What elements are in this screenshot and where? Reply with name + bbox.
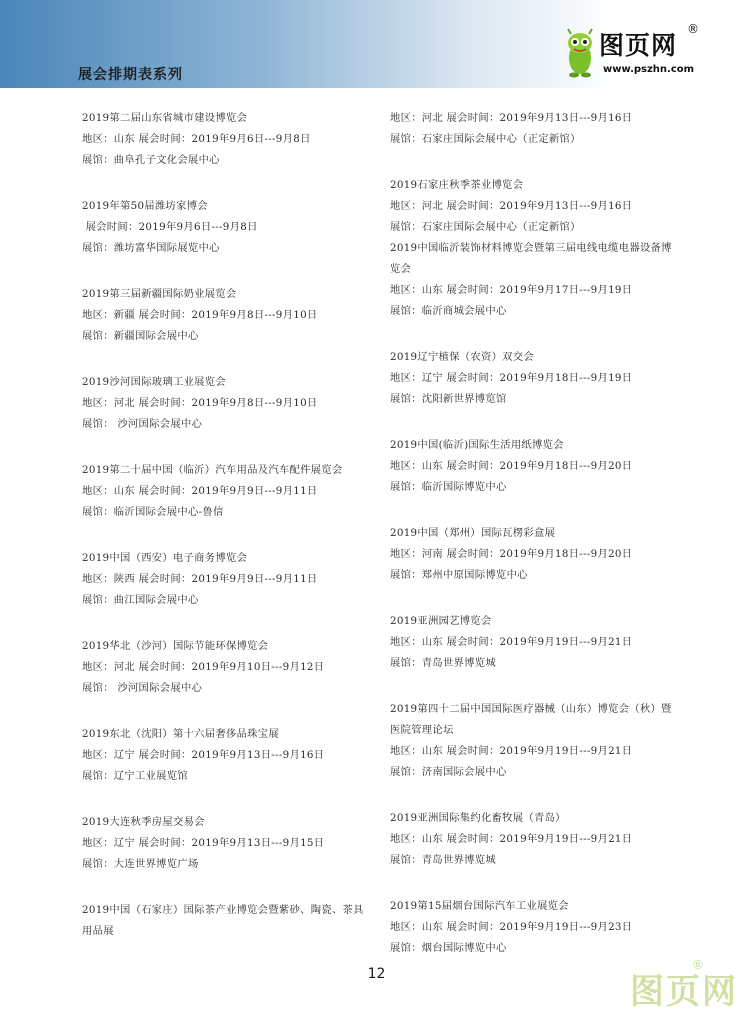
exhibition-title: 2019中国临沂装饰材料博览会暨第三届电线电缆电器设备博览会	[390, 242, 672, 275]
exhibition-title: 2019年第50届潍坊家博会	[82, 200, 208, 212]
exhibition-region-date: 地区：陕西 展会时间：2019年9月9日---9月11日	[82, 573, 318, 585]
exhibition-entry	[82, 812, 372, 875]
exhibition-venue: 展馆：郑州中原国际博览中心	[390, 569, 528, 581]
exhibition-region-date: 地区：辽宁 展会时间：2019年9月13日---9月16日	[82, 749, 325, 761]
exhibition-entry	[390, 699, 680, 783]
exhibition-venue: 展馆：临沂国际会展中心-鲁信	[82, 506, 224, 518]
exhibition-venue: 展馆：青岛世界博览城	[390, 854, 496, 866]
exhibition-entry	[390, 896, 680, 959]
exhibition-entry	[390, 175, 680, 238]
header-banner	[0, 0, 753, 88]
exhibition-entry	[390, 808, 680, 871]
exhibition-venue: 展馆：石家庄国际会展中心（正定新馆）	[390, 221, 581, 233]
exhibition-venue: 展馆：青岛世界博览城	[390, 657, 496, 669]
exhibition-venue: 展馆：沈阳新世界博览馆	[390, 393, 507, 405]
series-title: 展会排期表系列	[78, 67, 183, 83]
exhibition-entry	[82, 724, 372, 787]
exhibition-venue: 展馆：辽宁工业展览馆	[82, 770, 188, 782]
registered-mark: ®	[687, 22, 699, 36]
exhibition-venue: 展馆：临沂国际博览中心	[390, 481, 507, 493]
exhibition-region-date: 地区：河北 展会时间：2019年9月8日---9月10日	[82, 397, 318, 409]
exhibition-venue: 展馆：曲阜孔子文化会展中心	[82, 154, 220, 166]
exhibition-region-date: 地区：山东 展会时间：2019年9月19日---9月21日	[390, 745, 633, 757]
site-logo[interactable]	[563, 22, 703, 82]
exhibition-venue: 展馆：潍坊富华国际展览中心	[82, 242, 220, 254]
exhibition-region-date: 地区：辽宁 展会时间：2019年9月13日---9月15日	[82, 837, 325, 849]
exhibition-region-date: 地区：河北 展会时间：2019年9月13日---9月16日	[390, 112, 633, 124]
exhibition-region-date: 地区：河北 展会时间：2019年9月13日---9月16日	[390, 200, 633, 212]
exhibition-entry	[82, 460, 372, 523]
exhibition-region-date: 地区：辽宁 展会时间：2019年9月18日---9月19日	[390, 372, 633, 384]
exhibition-title: 2019华北（沙河）国际节能环保博览会	[82, 640, 269, 652]
exhibition-region-date: 地区：河北 展会时间：2019年9月10日---9月12日	[82, 661, 325, 673]
exhibition-region-date: 地区：山东 展会时间：2019年9月19日---9月23日	[390, 921, 633, 933]
exhibition-region-date: 展会时间：2019年9月6日---9月8日	[82, 221, 258, 233]
exhibition-title: 2019中国（西安）电子商务博览会	[82, 552, 248, 564]
watermark-registered-mark: ®	[692, 958, 704, 972]
exhibition-title: 2019亚洲园艺博览会	[390, 615, 492, 627]
exhibition-title: 2019沙河国际玻璃工业展览会	[82, 376, 226, 388]
exhibition-entry	[82, 196, 372, 259]
exhibition-title: 2019中国（石家庄）国际茶产业博览会暨紫砂、陶瓷、茶具用品展	[82, 904, 364, 937]
exhibition-title: 2019第四十二届中国国际医疗器械（山东）博览会（秋）暨医院管理论坛	[390, 703, 672, 736]
exhibition-region-date: 地区：河南 展会时间：2019年9月18日---9月20日	[390, 548, 633, 560]
exhibition-title: 2019第二十届中国（临沂）汽车用品及汽车配件展览会	[82, 464, 343, 476]
exhibition-venue: 展馆：济南国际会展中心	[390, 766, 507, 778]
exhibition-title: 2019第15届烟台国际汽车工业展览会	[390, 900, 569, 912]
exhibition-title: 2019辽宁植保（农资）双交会	[390, 351, 534, 363]
exhibition-venue: 展馆：烟台国际博览中心	[390, 942, 507, 954]
exhibition-region-date: 地区：山东 展会时间：2019年9月6日---9月8日	[82, 133, 311, 145]
left-column	[82, 108, 372, 967]
exhibition-entry	[82, 548, 372, 611]
exhibition-title: 2019第二届山东省城市建设博览会	[82, 112, 248, 124]
exhibition-entry	[390, 435, 680, 498]
right-column	[390, 108, 680, 984]
exhibition-entry	[390, 611, 680, 674]
watermark-logo	[630, 958, 750, 1010]
logo-url[interactable]: www.pszhn.com	[603, 64, 695, 75]
exhibition-venue: 展馆：大连世界博览广场	[82, 858, 199, 870]
exhibition-venue: 展馆： 沙河国际会展中心	[82, 682, 203, 694]
exhibition-title: 2019东北（沈阳）第十六届奢侈品珠宝展	[82, 728, 279, 740]
exhibition-region-date: 地区：山东 展会时间：2019年9月19日---9月21日	[390, 833, 633, 845]
exhibition-entry	[82, 108, 372, 171]
exhibition-region-date: 地区：山东 展会时间：2019年9月18日---9月20日	[390, 460, 633, 472]
exhibition-entry	[82, 636, 372, 699]
exhibition-title: 2019石家庄秋季茶业博览会	[390, 179, 524, 191]
exhibition-entry-continued	[390, 108, 680, 150]
exhibition-venue: 展馆：新疆国际会展中心	[82, 330, 199, 342]
exhibition-entry	[390, 347, 680, 410]
exhibition-entry	[82, 372, 372, 435]
exhibition-entry	[82, 900, 372, 942]
mascot-icon	[563, 28, 597, 78]
exhibition-venue: 展馆：石家庄国际会展中心（正定新馆）	[390, 133, 581, 145]
watermark-text: 图页网	[630, 972, 738, 1012]
exhibition-entry	[82, 284, 372, 347]
exhibition-venue: 展馆： 沙河国际会展中心	[82, 418, 203, 430]
exhibition-venue: 展馆：曲江国际会展中心	[82, 594, 199, 606]
exhibition-region-date: 地区：山东 展会时间：2019年9月9日---9月11日	[82, 485, 318, 497]
logo-name: 图页网	[599, 31, 678, 60]
exhibition-title: 2019中国(临沂)国际生活用纸博览会	[390, 439, 564, 451]
exhibition-title: 2019大连秋季房屋交易会	[82, 816, 205, 828]
exhibition-region-date: 地区：山东 展会时间：2019年9月17日---9月19日	[390, 284, 633, 296]
exhibition-region-date: 地区：山东 展会时间：2019年9月19日---9月21日	[390, 636, 633, 648]
page-number: 12	[367, 966, 386, 982]
exhibition-region-date: 地区：新疆 展会时间：2019年9月8日---9月10日	[82, 309, 318, 321]
exhibition-entry	[390, 523, 680, 586]
exhibition-title: 2019中国（郑州）国际瓦楞彩盒展	[390, 527, 556, 539]
exhibition-entry	[390, 238, 680, 322]
exhibition-title: 2019第三届新疆国际奶业展览会	[82, 288, 237, 300]
exhibition-title: 2019亚洲国际集约化畜牧展（青岛）	[390, 812, 566, 824]
exhibition-venue: 展馆：临沂商城会展中心	[390, 305, 507, 317]
